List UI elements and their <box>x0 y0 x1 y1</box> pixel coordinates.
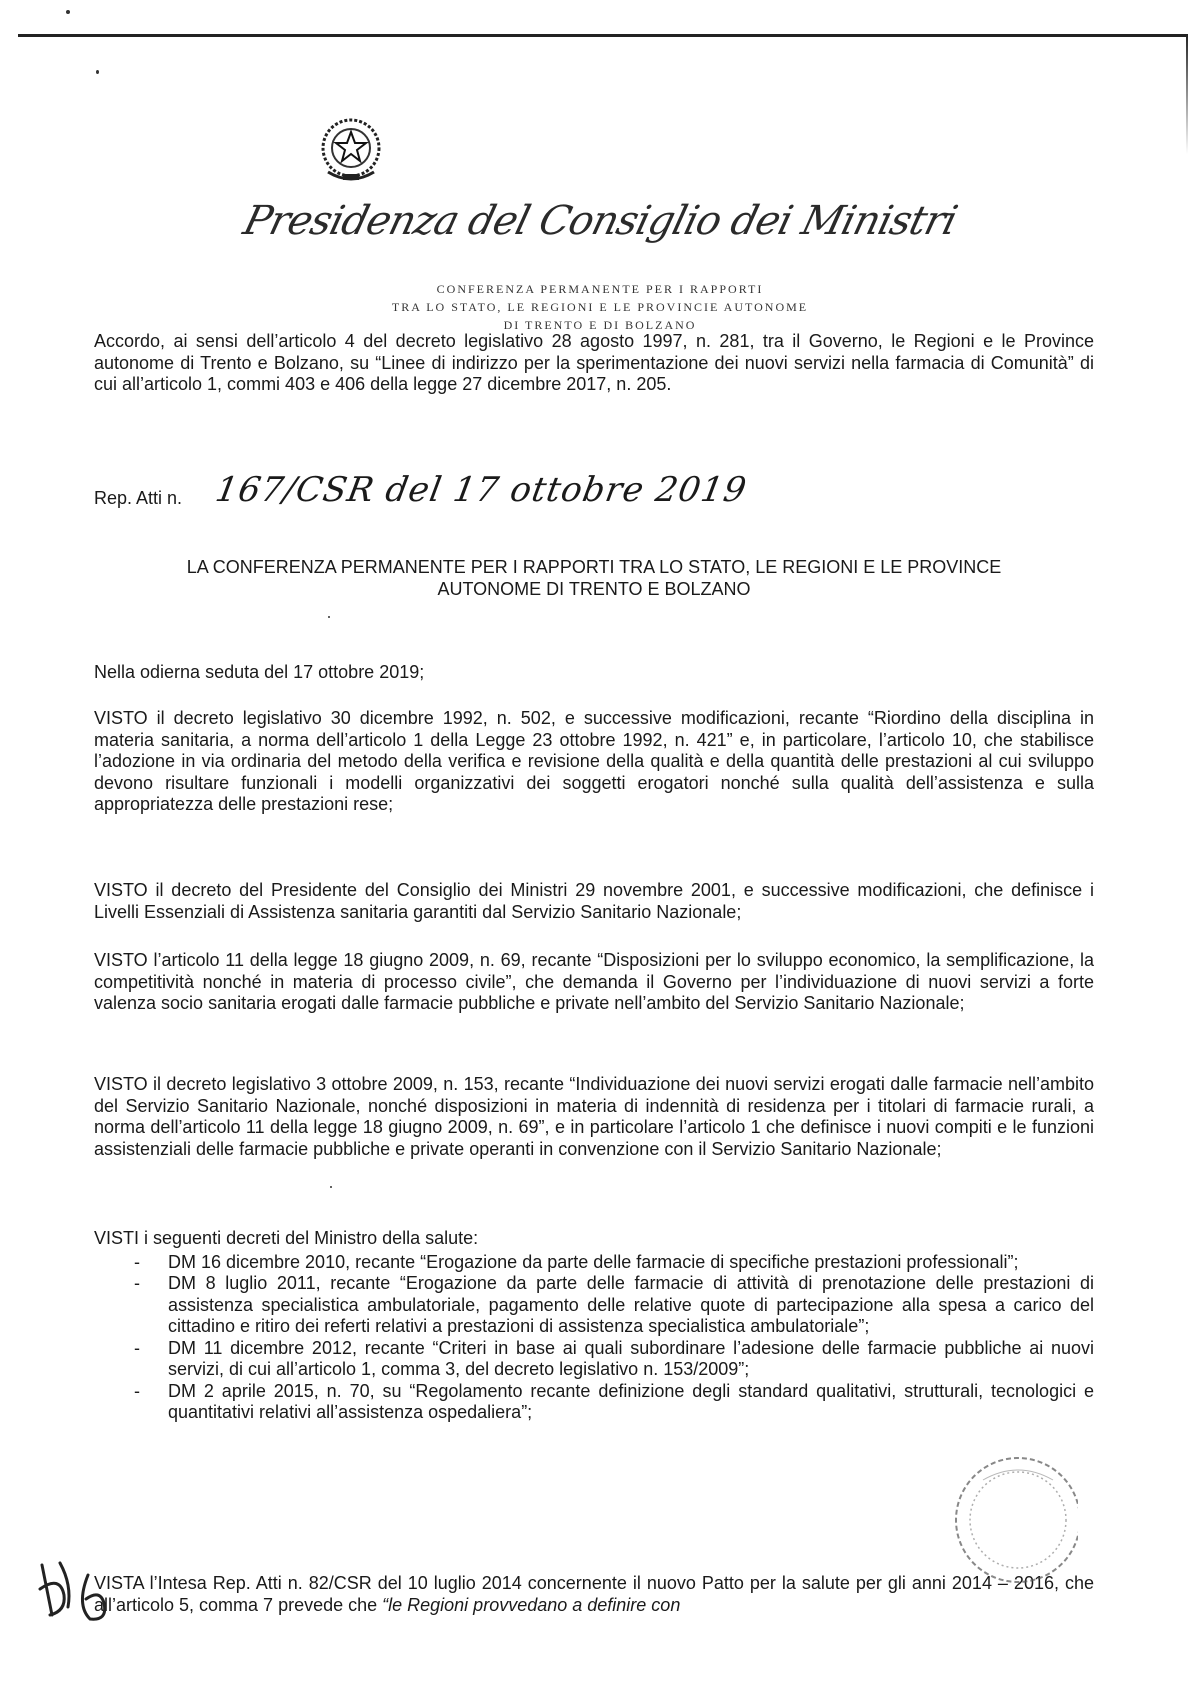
visti-intro: VISTI i seguenti decreti del Ministro della salute: <box>94 1228 479 1248</box>
vista-paragraph <box>94 1573 1094 1616</box>
conference-heading-line: CONFERENZA PERMANENTE PER I RAPPORTI <box>436 282 764 296</box>
visto-paragraph: VISTO il decreto legislativo 30 dicembre 1992, n. 502, e successive modificazioni, recante “Riordino della disciplina in materia sanitaria, a norma dell’articolo 1 della Legge 23 ottobre 1992, n. 421” e, in particolare, l’articolo 10, che stabilisce l’adozione in via ordinaria del metodo della verifica e revisione della qualità e della quantità delle prestazioni al cui sviluppo devono risultare funzionali i modelli organizzativi dei soggetti erogatori nonché sulla qualità dell’assistenza e sulla appropriatezza delle prestazioni rese; <box>94 708 1094 814</box>
dash-bullet: - <box>134 1251 140 1272</box>
list-item-text: DM 16 dicembre 2010, recante “Erogazione da parte delle farmacie di specifiche prestazioni professionali”; <box>168 1251 1019 1272</box>
right-border-line <box>1186 34 1188 154</box>
document-title-line: LA CONFERENZA PERMANENTE PER I RAPPORTI TRA LO STATO, LE REGIONI E LE PROVINCE <box>186 557 1002 577</box>
seduta-paragraph: Nella odierna seduta del 17 ottobre 2019; <box>94 662 425 682</box>
list-item-text: DM 2 aprile 2015, n. 70, su “Regolamento recante definizione degli standard qualitativi, strutturali, tecnologici e quantitativi relativi all’assistenza ospedaliera”; <box>168 1380 1094 1422</box>
scan-speck <box>330 1186 332 1188</box>
rep-atti-handwritten-number: 167/CSR del 17 ottobre 2019 <box>212 470 750 510</box>
presidency-script-title: Presidenza del Consiglio dei Ministri <box>238 198 962 244</box>
visto-paragraph: VISTO il decreto legislativo 3 ottobre 2009, n. 153, recante “Individuazione dei nuovi servizi erogati dalle farmacie nell’ambito del Servizio Sanitario Nazionale, nonché disposizioni in materia di indennità di residenza per i titolari di farmacie rurali, a norma dell’articolo 11 della legge 18 giugno 2009, n. 69”, e in particolare l’articolo 1 che definisce i nuovi compiti e le funzioni assistenziali delle farmacie pubbliche e private operanti in convenzione con il Servizio Sanitario Nazionale; <box>94 1074 1094 1159</box>
dash-bullet: - <box>134 1337 140 1358</box>
vista-italic-quote: “le Regioni provvedano a definire con <box>382 1594 681 1615</box>
accordo-paragraph: Accordo, ai sensi dell’articolo 4 del decreto legislativo 28 agosto 1997, n. 281, tra il Governo, le Regioni e le Province autonome di Trento e Bolzano, su “Linee di indirizzo per la sperimentazione dei nuovi servizi nella farmacia di Comunità” di cui all’articolo 1, commi 403 e 406 della legge 27 dicembre 2017, n. 205. <box>94 331 1094 394</box>
handwritten-initials-icon <box>30 1545 120 1635</box>
document-title-line: AUTONOME DI TRENTO E BOLZANO <box>437 579 751 599</box>
list-item <box>94 1381 1094 1424</box>
dash-bullet: - <box>134 1273 140 1293</box>
italian-republic-emblem-icon <box>318 114 384 186</box>
scan-speck <box>328 616 330 618</box>
list-item-text: DM 11 dicembre 2012, recante “Criteri in base ai quali subordinare l’adesione delle farmacie pubbliche ai nuovi servizi, di cui all’articolo 1, comma 3, del decreto legislativo n. 153/2009”; <box>168 1337 1094 1379</box>
conference-heading-line: TRA LO STATO, LE REGIONI E LE PROVINCIE AUTONOME <box>391 300 809 314</box>
dash-bullet: - <box>134 1380 140 1401</box>
list-item <box>94 1252 1094 1274</box>
document-title <box>94 556 1094 600</box>
visto-paragraph: VISTO il decreto del Presidente del Consiglio dei Ministri 29 novembre 2001, e successive modificazioni, che definisce i Livelli Essenziali di Assistenza sanitaria garantiti dal Servizio Sanitario Nazionale; <box>94 880 1094 922</box>
rep-atti-label: Rep. Atti n. <box>94 488 183 508</box>
list-item <box>94 1273 1094 1338</box>
conference-heading-line: DI TRENTO E DI BOLZANO <box>503 318 697 332</box>
visto-paragraph: VISTO l’articolo 11 della legge 18 giugno 2009, n. 69, recante “Disposizioni per lo sviluppo economico, la semplificazione, la competitività nonché in materia di processo civile”, che demanda il Governo per l’individuazione di nuovi servizi a forte valenza socio sanitaria erogati dalle farmacie pubbliche e private nell’ambito del Servizio Sanitario Nazionale; <box>94 950 1094 1013</box>
list-item <box>94 1338 1094 1381</box>
scan-speck <box>96 70 99 74</box>
official-stamp-icon <box>948 1440 1078 1595</box>
visti-decrees-list <box>94 1228 1094 1424</box>
scan-speck <box>66 10 70 14</box>
top-border-line <box>18 34 1186 37</box>
list-item-text: DM 8 luglio 2011, recante “Erogazione da parte delle farmacie di attività di prenotazione delle prestazioni di assistenza specialistica ambulatoriale, pagamento delle relative quote di partecipazione alla spesa a carico del cittadino e ritiro dei referti relativi a prestazioni di assistenza specialistica ambulatoriale”; <box>168 1273 1094 1336</box>
conference-heading <box>120 280 1080 334</box>
vista-text: VISTA l’Intesa Rep. Atti n. 82/CSR del 10 luglio 2014 concernente il nuovo Patto per la salute per gli anni 2014 – 2016, che all’articolo 5, comma 7 prevede che <box>94 1573 1094 1615</box>
